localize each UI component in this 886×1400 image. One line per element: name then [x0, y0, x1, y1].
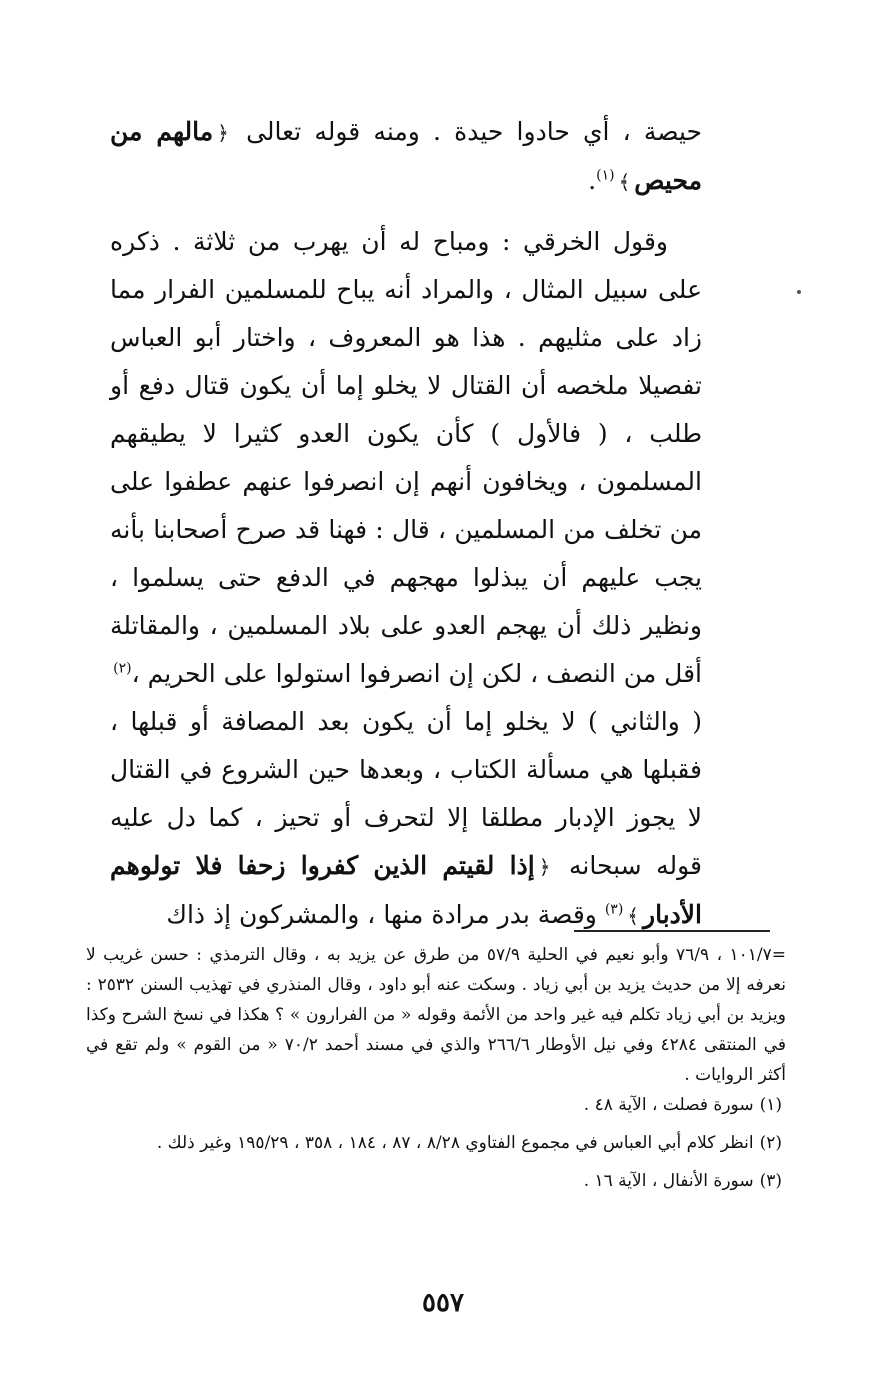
footnote-3 — [86, 1166, 786, 1196]
paragraph-2 — [110, 218, 702, 698]
quran-close-bracket: ﴾ — [618, 170, 631, 194]
quran-open-bracket: ﴿ — [217, 121, 229, 145]
main-text — [110, 108, 702, 940]
quran-quote-2: إذا لقيتم الذين كفروا زحفا فلا تولوهم الأدبار — [110, 851, 702, 929]
footnote-text: انظر كلام أبي العباس في مجموع الفتاوي ٨/٢٨ ، ٨٧ ، ١٨٤ ، ٣٥٨ ، ١٩٥/٢٩ وغير ذلك . — [156, 1133, 754, 1153]
page-number: ٥٥٧ — [422, 1288, 464, 1318]
paragraph-3-end: وقصة بدر مرادة منها ، والمشركون إذ ذاك — [166, 900, 597, 929]
quran-open-bracket: ﴿ — [538, 855, 551, 879]
footnote-number: (٣) — [759, 1171, 782, 1191]
margin-dot — [797, 290, 801, 294]
footnote-number: (٢) — [759, 1133, 782, 1153]
footnote-ref-3: (٣) — [604, 901, 624, 918]
paragraph-1 — [110, 108, 702, 206]
footnote-continuation: =١٠١/٧ ، ٧٦/٩ وأبو نعيم في الحلية ٥٧/٩ من طرق عن يزيد به ، وقال الترمذي : حسن غريب لا نعرفه إلا من حديث يزيد بن أبي زياد . وسكت عنه أبو داود ، وقال المنذري في تهذيب السنن ٢٥٣٢ : ويزيد بن أبي زياد تكلم فيه غير واحد من الأئمة وقوله « من الفرارون » ؟ هكذا في نسخ الشرح وكذا في المنتقى ٤٢٨٤ وفي نيل الأوطار ٢٦٦/٦ والذي في مسند أحمد ٧٠/٢ « من القوم » ولم تقع في أكثر الروايات . — [86, 945, 787, 1085]
footnote-ref-2: (٢) — [113, 660, 132, 677]
paragraph-3 — [110, 698, 702, 940]
footnotes — [86, 940, 786, 1196]
footnote-1 — [86, 1090, 786, 1120]
footnote-text: سورة فصلت ، الآية ٤٨ . — [583, 1095, 754, 1115]
footnote-ref-1: (١) — [596, 167, 615, 184]
quran-close-bracket: ﴾ — [627, 904, 640, 928]
paragraph-1-end: . — [588, 166, 597, 195]
paragraph-3-text: ( والثاني ) لا يخلو إما أن يكون بعد المصافة أو قبلها ، فقبلها هي مسألة الكتاب ، وبعدها حين الشروع في القتال لا يجوز الإدبار مطلقا إلا لتحرف أو تحيز ، كما دل عليه قوله سبحانه — [110, 707, 702, 880]
paragraph-2-text: وقول الخرقي : ومباح له أن يهرب من ثلاثة . ذكره على سبيل المثال ، والمراد أنه يباح للمسلمين الفرار مما زاد على مثليهم . هذا هو المعروف ، واختار أبو العباس تفصيلا ملخصه أن القتال لا يخلو إما أن يكون قتال دفع أو طلب ، ( فالأول ) كأن يكون العدو كثيرا لا يطيقهم المسلمون ، ويخافون أنهم إن انصرفوا عنهم عطفوا على من تخلف من المسلمين ، قال : فهنا قد صرح أصحابنا بأنه يجب عليهم أن يبذلوا مهجهم في الدفع حتى يسلموا ، ونظير ذلك أن يهجم العدو على بلاد المسلمين ، والمقاتلة أقل من النصف ، لكن إن انصرفوا استولوا على الحريم ، — [110, 227, 702, 688]
footnote-2 — [86, 1128, 786, 1158]
footnote-text: سورة الأنفال ، الآية ١٦ . — [583, 1171, 754, 1191]
quran-quote-1: مالهم من محيص — [110, 117, 702, 195]
footnote-number: (١) — [759, 1095, 782, 1115]
paragraph-1-text: حيصة ، أي حادوا حيدة . ومنه قوله تعالى — [246, 117, 702, 146]
footnote-separator — [574, 930, 770, 932]
